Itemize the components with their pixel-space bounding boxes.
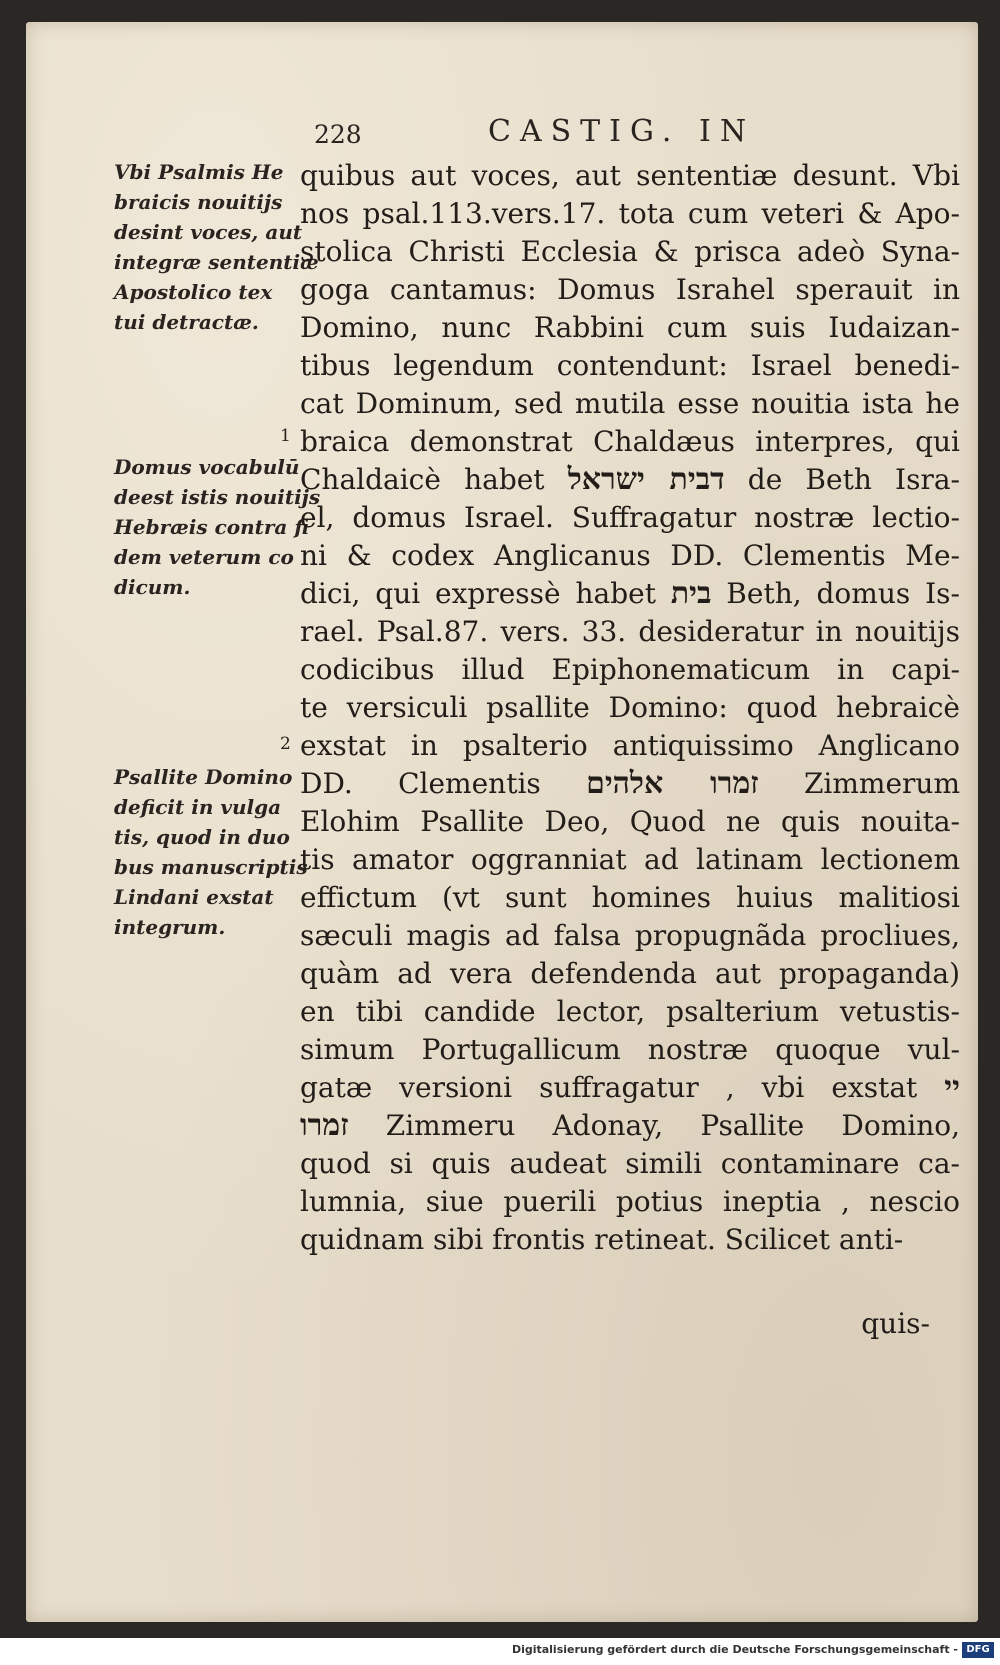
hebrew-text: דבית ישראל [567,462,725,497]
margin-note-line: Vbi Psalmis He [114,160,284,184]
digitization-footer [0,1638,1000,1665]
verse-number: 2 [280,734,291,754]
hebrew-text: זמרו אלהים [586,766,759,801]
margin-note-line: integræ sententiæ [114,250,319,274]
body-line: sæculi magis ad falsa propugnãda procliues, [300,919,960,952]
body-line: Domino, nunc Rabbini cum suis Iudaizan- [300,311,960,344]
body-line-hebrew [300,765,960,803]
body-line: codicibus illud Epiphonematicum in capi- [300,653,960,686]
latin-text: DD. Clementis [300,767,587,800]
hebrew-text: בית [670,576,712,611]
body-line: te versiculi psallite Domino: quod hebraicè [300,691,960,724]
body-line: Elohim Psallite Deo, Quod ne quis nouita- [300,805,960,838]
body-line: nos psal.113.vers.17. tota cum veteri & Apo- [300,197,960,230]
body-line-hebrew [300,1107,960,1145]
margin-note-line: desint voces, aut [114,220,303,244]
funding-credit: Digitalisierung gefördert durch die Deutsche Forschungsgemeinschaft - [511,1643,958,1656]
body-line: en tibi candide lector, psalterium vetustis- [300,995,960,1028]
margin-note-psallite [114,762,314,942]
body-line: quàm ad vera defendenda aut propaganda) [300,957,960,990]
margin-note-line: Psallite Domino [114,765,293,789]
margin-note-psalmis [114,157,319,337]
main-text-block [300,157,960,1259]
body-line: braica demonstrat Chaldæus interpres, qui [300,425,960,458]
body-line: stolica Christi Ecclesia & prisca adeò Syna- [300,235,960,268]
body-line: quod si quis audeat simili contaminare ca- [300,1147,960,1180]
margin-note-line: bus manuscriptis [114,855,308,879]
latin-text: de Beth Isra- [724,463,960,496]
dfg-logo: DFG [962,1642,994,1658]
body-line-hebrew [300,1069,960,1107]
body-line: rael. Psal.87. vers. 33. desideratur in nouitijs [300,615,960,648]
margin-note-line: integrum. [114,915,226,939]
latin-text: dici, qui expressè habet [300,577,671,610]
margin-note-line: dem veterum co [114,545,294,569]
hebrew-text: יי [944,1070,960,1105]
margin-note-line: deest istis nouitijs [114,485,321,509]
latin-text: Zimmerum [758,767,960,800]
margin-note-domus [114,452,321,602]
latin-text: Beth, domus Is- [711,577,960,610]
body-line: lumnia, siue puerili potius ineptia , nescio [300,1185,960,1218]
running-head: CASTIG. IN [488,114,756,149]
body-line: cat Dominum, sed mutila esse nouitia ista he [300,387,960,420]
body-line: tis amator oggranniat ad latinam lectionem [300,843,960,876]
margin-note-line: Hebræis contra fi [114,515,309,539]
body-line-hebrew [300,575,960,613]
margin-note-line: Domus vocabulū [114,455,300,479]
body-line: quidnam sibi frontis retineat. Scilicet anti- [300,1223,904,1256]
margin-note-line: Lindani exstat [114,885,274,909]
body-line: exstat in psalterio antiquissimo Anglicano [300,729,960,762]
latin-text: Chaldaicè habet [300,463,568,496]
latin-text: Zimmeru Adonay, Psallite Domino, [348,1109,960,1142]
margin-note-line: Apostolico tex [114,280,273,304]
margin-note-line: dicum. [114,575,191,599]
body-line-hebrew [300,461,960,499]
body-line: quibus aut voces, aut sententiæ desunt. Vbi [300,159,960,192]
margin-note-line: tis, quod in duo [114,825,290,849]
body-line: tibus legendum contendunt: Israel benedi- [300,349,960,382]
body-line: simum Portugallicum nostræ quoque vul- [300,1033,960,1066]
body-line: el, domus Israel. Suffragatur nostræ lectio- [300,501,960,534]
verse-number: 1 [280,426,291,446]
latin-text: gatæ versioni suffragatur , vbi exstat [300,1071,945,1104]
body-line: ni & codex Anglicanus DD. Clementis Me- [300,539,960,572]
margin-note-line: deficit in vulga [114,795,282,819]
hebrew-text: זמרו [300,1108,349,1143]
margin-note-line: tui detractæ. [114,310,259,334]
body-line: goga cantamus: Domus Israhel sperauit in [300,273,960,306]
catchword: quis- [861,1307,930,1340]
body-line: effictum (vt sunt homines huius malitiosi [300,881,960,914]
page-number: 228 [314,120,362,149]
book-page [26,22,978,1622]
margin-note-line: braicis nouitijs [114,190,283,214]
page-header [26,114,978,154]
